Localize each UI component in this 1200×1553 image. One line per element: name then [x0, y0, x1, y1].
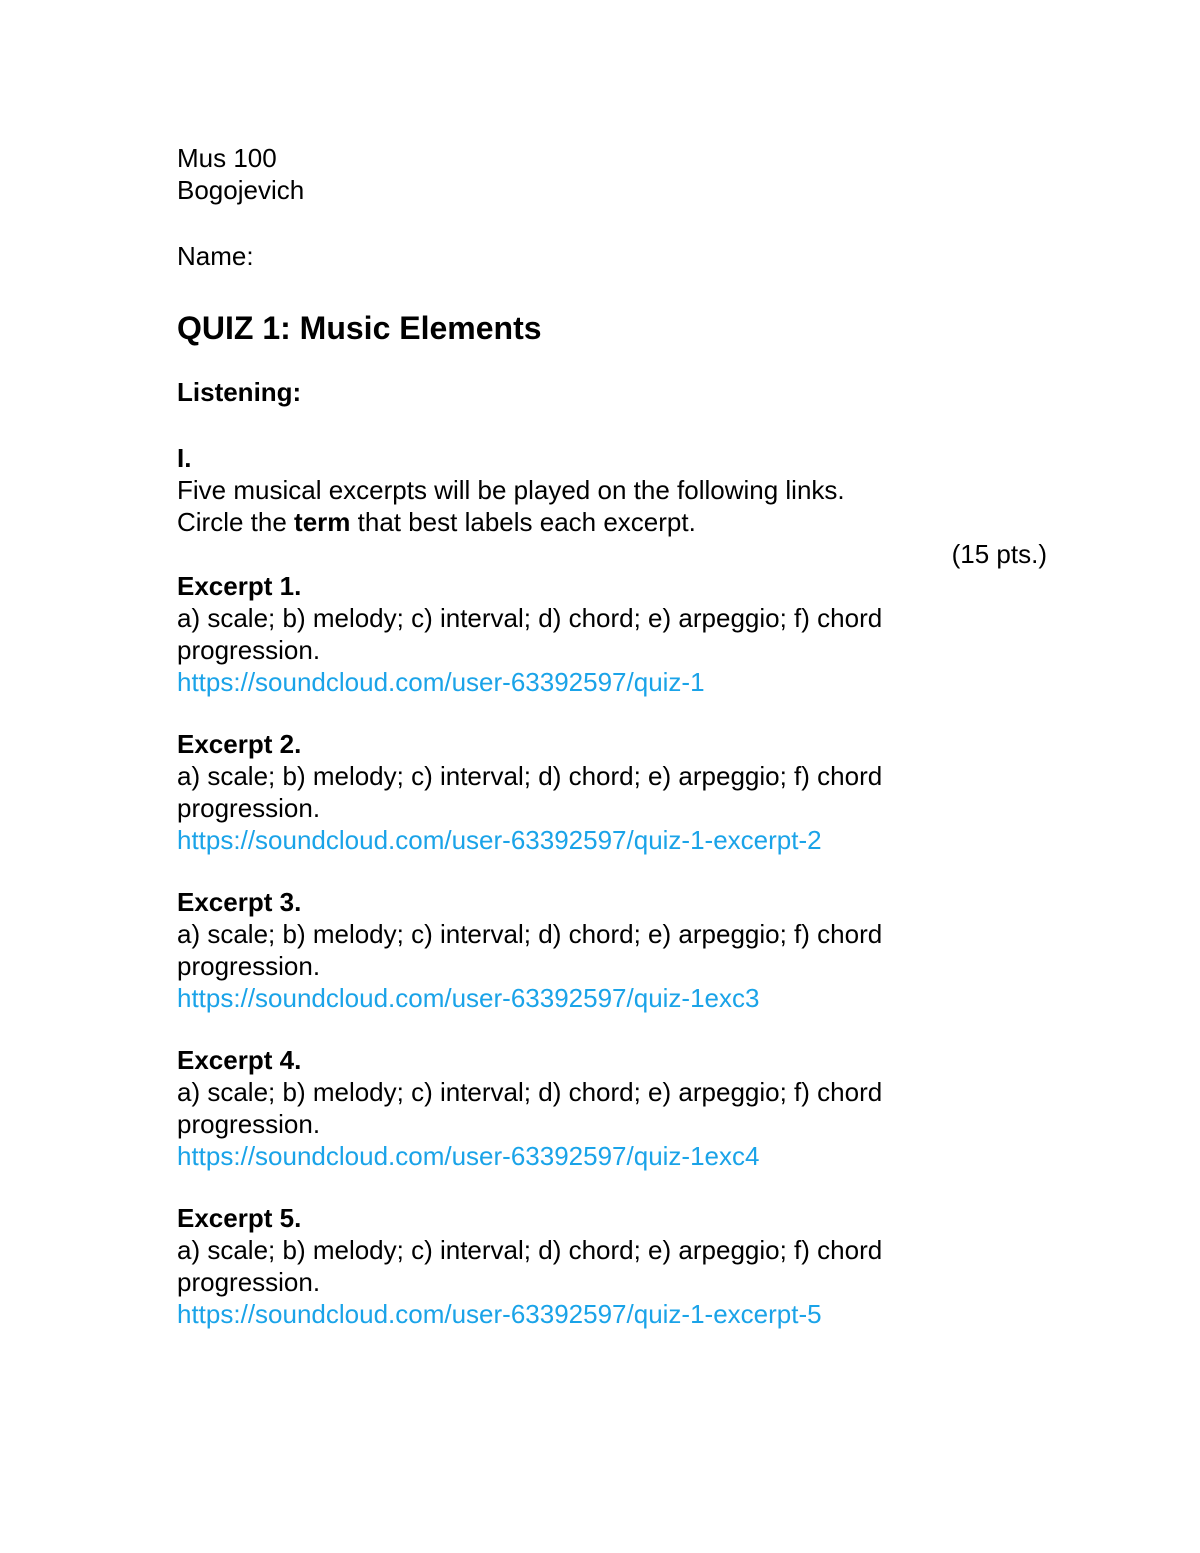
quiz-document — [177, 142, 1057, 1330]
excerpt-choices: a) scale; b) melody; c) interval; d) chord; e) arpeggio; f) chord — [177, 761, 883, 791]
excerpt-choices: a) scale; b) melody; c) interval; d) chord; e) arpeggio; f) chord — [177, 1077, 883, 1107]
excerpt-link[interactable]: https://soundcloud.com/user-63392597/quiz-1-excerpt-5 — [177, 1299, 822, 1329]
excerpt-choices: a) scale; b) melody; c) interval; d) chord; e) arpeggio; f) chord — [177, 919, 883, 949]
excerpt-label: Excerpt 2. — [177, 729, 302, 759]
excerpt-choices-continued: progression. — [177, 951, 321, 981]
excerpt-choices-continued: progression. — [177, 635, 321, 665]
excerpt-choices-continued: progression. — [177, 1109, 321, 1139]
quiz-title: QUIZ 1: Music Elements — [177, 310, 542, 346]
instruction-line-1: Five musical excerpts will be played on the following links. — [177, 475, 845, 505]
excerpt-4 — [177, 1044, 1057, 1172]
excerpt-link[interactable]: https://soundcloud.com/user-63392597/quiz-1exc3 — [177, 983, 760, 1013]
course-code: Mus 100 — [177, 143, 277, 173]
instruction-line-2 — [177, 506, 1057, 538]
excerpt-2 — [177, 728, 1057, 856]
part-number: I. — [177, 443, 192, 473]
excerpt-link[interactable]: https://soundcloud.com/user-63392597/quiz-1 — [177, 667, 705, 697]
excerpt-choices-continued: progression. — [177, 1267, 321, 1297]
instruction-text-post: that best labels each excerpt. — [350, 507, 696, 537]
instructor-name: Bogojevich — [177, 175, 305, 205]
excerpt-choices: a) scale; b) melody; c) interval; d) chord; e) arpeggio; f) chord — [177, 1235, 883, 1265]
points-value: (15 pts.) — [951, 539, 1047, 569]
section-label: Listening: — [177, 377, 302, 407]
excerpt-5 — [177, 1202, 1057, 1330]
excerpt-link[interactable]: https://soundcloud.com/user-63392597/quiz-1-excerpt-2 — [177, 825, 822, 855]
excerpt-label: Excerpt 1. — [177, 571, 302, 601]
excerpt-3 — [177, 886, 1057, 1014]
excerpt-1 — [177, 570, 1057, 698]
excerpt-choices-continued: progression. — [177, 793, 321, 823]
excerpt-label: Excerpt 4. — [177, 1045, 302, 1075]
excerpt-label: Excerpt 3. — [177, 887, 302, 917]
student-name-label: Name: — [177, 241, 254, 271]
excerpt-link[interactable]: https://soundcloud.com/user-63392597/quiz-1exc4 — [177, 1141, 760, 1171]
instruction-term: term — [294, 507, 351, 537]
instruction-text-pre: Circle the — [177, 507, 295, 537]
excerpt-label: Excerpt 5. — [177, 1203, 302, 1233]
excerpt-choices: a) scale; b) melody; c) interval; d) chord; e) arpeggio; f) chord — [177, 603, 883, 633]
